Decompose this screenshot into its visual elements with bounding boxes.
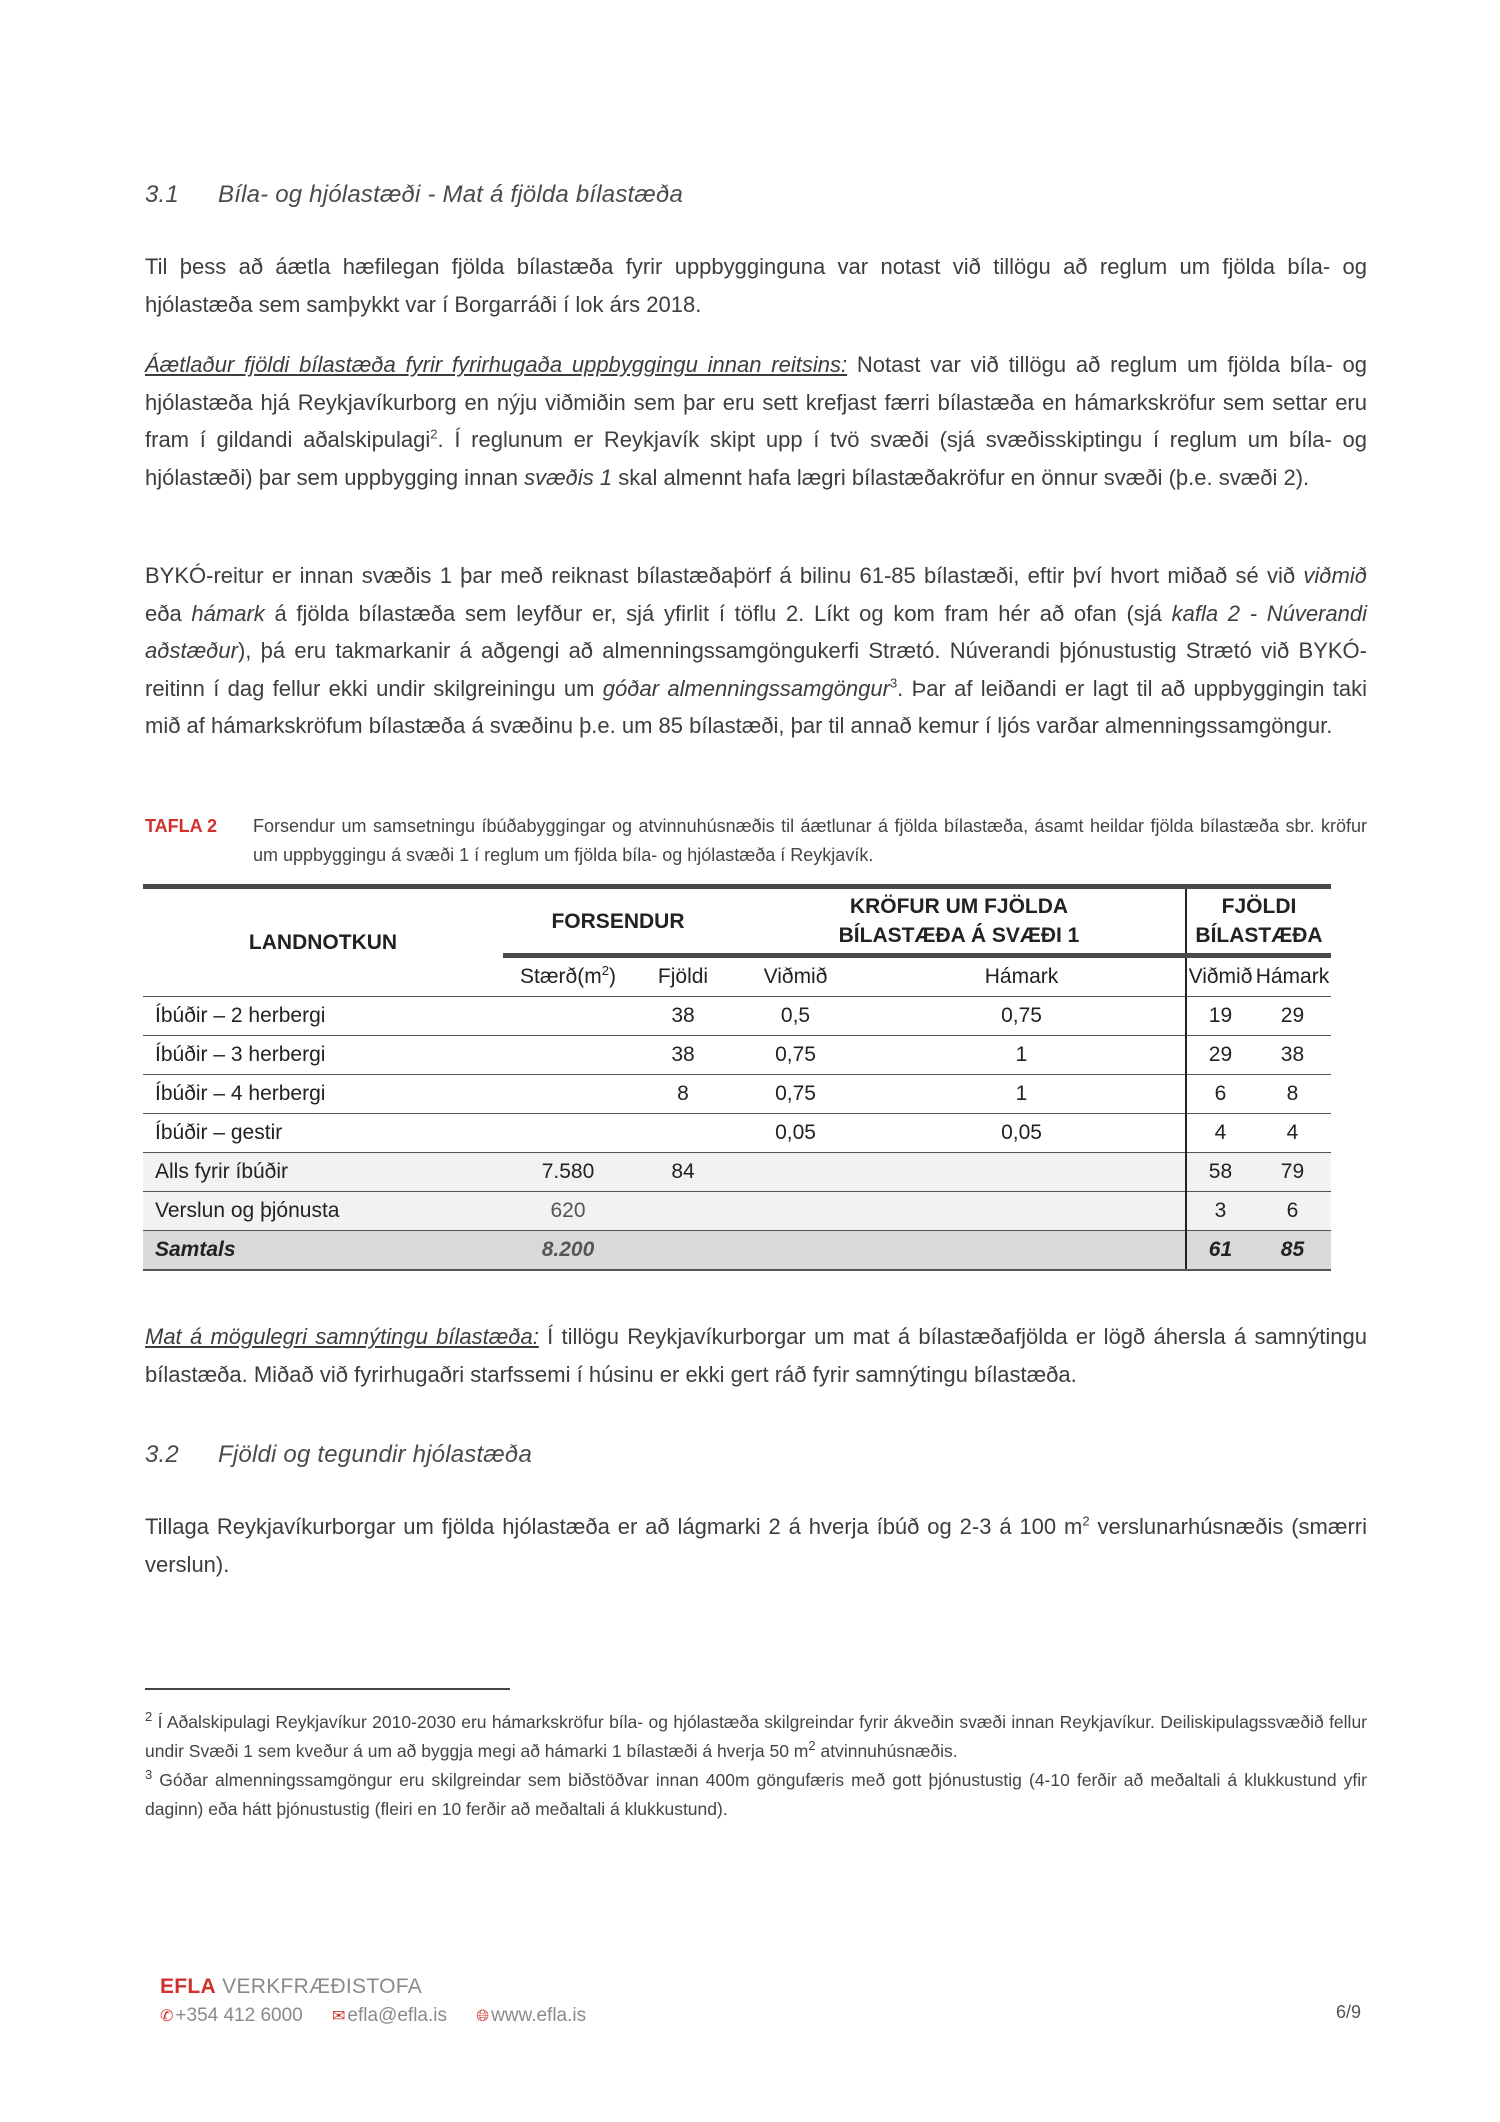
phone-text: +354 412 6000: [175, 2005, 303, 2026]
cell-bilastaedi-hamark: 4: [1254, 1114, 1331, 1153]
cell-krofur-hamark: 1: [858, 1075, 1186, 1114]
table-label: TAFLA 2: [145, 816, 217, 836]
header-krofur: [733, 887, 1186, 956]
footnotes: [145, 1708, 1367, 1824]
paragraph-byko: [145, 557, 1367, 745]
cell-krofur-vidmid: 0,75: [733, 1075, 858, 1114]
table-row-total: [143, 1231, 1331, 1271]
text-span: eða: [145, 600, 192, 626]
subheader-bilastaedi-hamark: Hámark: [1254, 956, 1331, 997]
section-heading-3-2: [145, 1441, 532, 1469]
text-span: Góðar almenningssamgöngur eru skilgreindar sem biðstöðvar innan 400m göngufæris með gott þjónustustig (4-10 ferðir að meðaltali á klukkustund yfir daginn) eða hátt þjónustustig (fleiri en 10 ferðir að meðaltali á klukkustund).: [145, 1770, 1367, 1819]
table-row: [143, 997, 1331, 1036]
header-fjoldi-bilastaeda: [1186, 887, 1331, 956]
phone-link[interactable]: [160, 2005, 303, 2026]
cell-krofur-vidmid: [733, 1192, 858, 1231]
cell-bilastaedi-vidmid: 3: [1186, 1192, 1254, 1231]
header-text: FJÖLDI BÍLASTÆÐA: [1195, 895, 1323, 947]
row-label: Íbúðir – 2 herbergi: [143, 997, 503, 1036]
footnote-2: [145, 1708, 1367, 1766]
phone-icon: ✆: [160, 2008, 174, 2025]
cell-krofur-vidmid: 0,75: [733, 1036, 858, 1075]
text-span: BYKÓ-reitur er innan svæðis 1 þar með reiknast bílastæðaþörf á bilinu 61-85 bílastæði, eftir því hvort miðað sé við: [145, 563, 1304, 588]
brand-name: EFLA: [160, 1975, 217, 1998]
cell-fjoldi: [633, 1114, 733, 1153]
cell-staerd: [503, 997, 633, 1036]
paragraph-lead: Áætlaður fjöldi bílastæða fyrir fyrirhugaða uppbyggingu innan reitsins:: [145, 352, 848, 377]
company-logo: [160, 1975, 610, 1999]
header-forsendur: [503, 887, 733, 956]
header-landnotkun: [143, 887, 503, 997]
section-title: Bíla- og hjólastæði - Mat á fjölda bílastæða: [218, 181, 684, 208]
row-label: Íbúðir – 4 herbergi: [143, 1075, 503, 1114]
cell-bilastaedi-hamark: 85: [1254, 1231, 1331, 1271]
footnote-ref-3[interactable]: 3: [889, 675, 898, 691]
cell-fjoldi: 8: [633, 1075, 733, 1114]
cell-staerd: [503, 1075, 633, 1114]
cell-bilastaedi-hamark: 38: [1254, 1036, 1331, 1075]
cell-bilastaedi-hamark: 29: [1254, 997, 1331, 1036]
cell-bilastaedi-vidmid: 6: [1186, 1075, 1254, 1114]
text-span: . Þar af leiðandi er lagt til að uppbyggingin taki mið af hámarkskröfum bílastæða á svæðinu þ.e. um 85 bílastæði, þar til annað kemur í ljós varðar almenningssamgöngur.: [145, 675, 1367, 738]
section-number: 3.2: [145, 1441, 179, 1468]
text-span: skal almennt hafa lægri bílastæðakröfur en önnur svæði (þ.e. svæði 2).: [612, 464, 1310, 490]
cell-bilastaedi-vidmid: 29: [1186, 1036, 1254, 1075]
cell-krofur-vidmid: [733, 1153, 858, 1192]
cell-krofur-hamark: 1: [858, 1036, 1186, 1075]
cell-fjoldi: 84: [633, 1153, 733, 1192]
emphasis: svæðis 1: [524, 464, 613, 490]
contact-info: [160, 2005, 610, 2027]
table-caption-text: Forsendur um samsetningu íbúðabyggingar og atvinnuhúsnæðis til áætlunar á fjölda bílastæða, ásamt heildar fjölda bílastæða sbr. kröfur um uppbyggingu á svæði 1 í reglum um fjölda bíla- og hjólastæða í Reykjavík.: [253, 816, 1367, 865]
footnote-ref-2[interactable]: 2: [430, 426, 438, 442]
emphasis: viðmið: [1303, 563, 1367, 588]
globe-icon: 🌐︎: [476, 2008, 490, 2025]
header-text: Stærð(m: [520, 965, 602, 988]
header-text: LANDNOTKUN: [248, 931, 398, 954]
subheader-krofur-vidmid: Viðmið: [733, 956, 858, 997]
paragraph-shared-parking: [145, 1318, 1367, 1393]
paragraph-text: Til þess að áætla hæfilegan fjölda bílastæða fyrir uppbygginguna var notast við tillögu að reglum um fjölda bíla- og hjólastæða sem samþykkt var í Borgarráði í lok árs 2018.: [145, 254, 1367, 317]
row-label: Alls fyrir íbúðir: [143, 1153, 503, 1192]
cell-staerd: 620: [503, 1192, 633, 1231]
emphasis: kafla 2 - Núverandi aðstæður: [145, 600, 1367, 663]
section-title: Fjöldi og tegundir hjólastæða: [218, 1441, 532, 1468]
table-row: [143, 1192, 1331, 1231]
table-row-subtotal: [143, 1153, 1331, 1192]
cell-krofur-hamark: 0,75: [858, 997, 1186, 1036]
superscript: 2: [601, 963, 609, 978]
cell-bilastaedi-vidmid: 19: [1186, 997, 1254, 1036]
text-span: . Í reglunum er Reykjavík skipt upp í tvö svæði (sjá svæðisskiptingu í reglum um bíla- og hjólastæði) þar sem uppbygging innan: [145, 427, 1367, 490]
text-span: ), þá eru takmarkanir á aðgengi að almenningssamgöngukerfi Strætó. Núverandi þjónustustig Strætó við BYKÓ-reitinn í dag fellur ekki undir skilgreiningu um: [145, 638, 1367, 701]
cell-staerd: [503, 1036, 633, 1075]
cell-fjoldi: [633, 1231, 733, 1271]
table-row: [143, 1114, 1331, 1153]
section-number: 3.1: [145, 181, 179, 208]
cell-bilastaedi-vidmid: 61: [1186, 1231, 1254, 1271]
text-span: verslunarhúsnæðis (smærri verslun).: [145, 1514, 1367, 1577]
superscript: 2: [1082, 1513, 1090, 1529]
header-text: BÍLASTÆÐA Á SVÆÐI 1: [838, 924, 1080, 947]
cell-krofur-hamark: [858, 1231, 1186, 1271]
cell-staerd: 8.200: [503, 1231, 633, 1271]
subheader-bilastaedi-vidmid: Viðmið: [1186, 956, 1254, 997]
footnote-separator: [145, 1688, 510, 1690]
paragraph-intro: [145, 248, 1367, 323]
website-text: www.efla.is: [491, 2005, 587, 2026]
paragraph-bike-parking: [145, 1508, 1367, 1583]
footnote-mark: 3: [145, 1767, 153, 1783]
paragraph-estimated-parking: [145, 346, 1367, 496]
brand-subtitle: VERKFRÆÐISTOFA: [216, 1975, 423, 1998]
cell-krofur-vidmid: 0,05: [733, 1114, 858, 1153]
row-label: Íbúðir – gestir: [143, 1114, 503, 1153]
cell-krofur-vidmid: 0,5: [733, 997, 858, 1036]
superscript: 2: [808, 1738, 816, 1754]
emphasis: hámark: [191, 600, 265, 626]
emphasis: góðar almenningssamgöngur: [602, 675, 890, 701]
cell-staerd: 7.580: [503, 1153, 633, 1192]
cell-krofur-hamark: 0,05: [858, 1114, 1186, 1153]
text-span: Í tillögu Reykjavíkurborgar um mat á bílastæðafjölda er lögð áhersla á samnýtingu bílastæða. Miðað við fyrirhugaðri starfssemi í húsinu er ekki gert ráð fyrir samnýtingu bílastæða.: [145, 1324, 1367, 1387]
parking-table: [143, 884, 1331, 1271]
subheader-krofur-hamark: Hámark: [858, 956, 1186, 997]
cell-bilastaedi-hamark: 8: [1254, 1075, 1331, 1114]
table-caption: [145, 812, 1367, 870]
text-span: Tillaga Reykjavíkurborgar um fjölda hjólastæða er að lágmarki 2 á hverja íbúð og 2-3 á 100 m: [145, 1514, 1083, 1539]
cell-bilastaedi-hamark: 79: [1254, 1153, 1331, 1192]
row-label: Verslun og þjónusta: [143, 1192, 503, 1231]
cell-bilastaedi-hamark: 6: [1254, 1192, 1331, 1231]
table-row: [143, 1075, 1331, 1114]
cell-fjoldi: 38: [633, 1036, 733, 1075]
footnote-3: [145, 1766, 1367, 1824]
website-link[interactable]: [476, 2005, 586, 2026]
cell-bilastaedi-vidmid: 4: [1186, 1114, 1254, 1153]
subheader-staerd: [503, 956, 633, 997]
cell-krofur-hamark: [858, 1192, 1186, 1231]
header-text: KRÖFUR UM FJÖLDA: [849, 895, 1069, 918]
text-span: atvinnuhúsnæðis.: [815, 1741, 958, 1761]
page-footer: [160, 1975, 610, 2027]
header-text: ): [608, 965, 616, 988]
mail-icon: ✉: [332, 2008, 346, 2025]
text-span: Notast var við tillögu að reglum um fjölda bíla- og hjólastæða hjá Reykjavíkurborg en nýju viðmiðin sem þar eru sett krefjast færri bílastæða en hámarkskröfur sem settar eru fram í gildandi aðalskipulagi: [145, 352, 1367, 452]
cell-krofur-hamark: [858, 1153, 1186, 1192]
cell-fjoldi: 38: [633, 997, 733, 1036]
table-row: [143, 1036, 1331, 1075]
table-group-header-row: [143, 887, 1331, 956]
text-span: Í Aðalskipulagi Reykjavíkur 2010-2030 eru hámarkskröfur bíla- og hjólastæða skilgreindar fyrir ákveðin svæði innan Reykjavíkur. Deiliskipulagssvæðið fellur undir Svæði 1 sem kveður á um að byggja megi að hámarki 1 bílastæði á hverja 50 m: [145, 1712, 1367, 1761]
cell-krofur-vidmid: [733, 1231, 858, 1271]
footnote-mark: 2: [145, 1709, 153, 1725]
row-label: Íbúðir – 3 herbergi: [143, 1036, 503, 1075]
row-label: Samtals: [143, 1231, 503, 1271]
header-text: FORSENDUR: [551, 909, 685, 933]
text-span: á fjölda bílastæða sem leyfður er, sjá yfirlit í töflu 2. Líkt og kom fram hér að ofan (sjá: [264, 600, 1172, 626]
subheader-fjoldi: Fjöldi: [633, 956, 733, 997]
email-text: efla@efla.is: [347, 2005, 447, 2026]
page-number: 6/9: [1336, 2002, 1362, 2022]
paragraph-lead: Mat á mögulegri samnýtingu bílastæða:: [145, 1324, 539, 1349]
section-heading-3-1: [145, 181, 683, 209]
cell-staerd: [503, 1114, 633, 1153]
email-link[interactable]: [332, 2005, 447, 2026]
cell-bilastaedi-vidmid: 58: [1186, 1153, 1254, 1192]
cell-fjoldi: [633, 1192, 733, 1231]
